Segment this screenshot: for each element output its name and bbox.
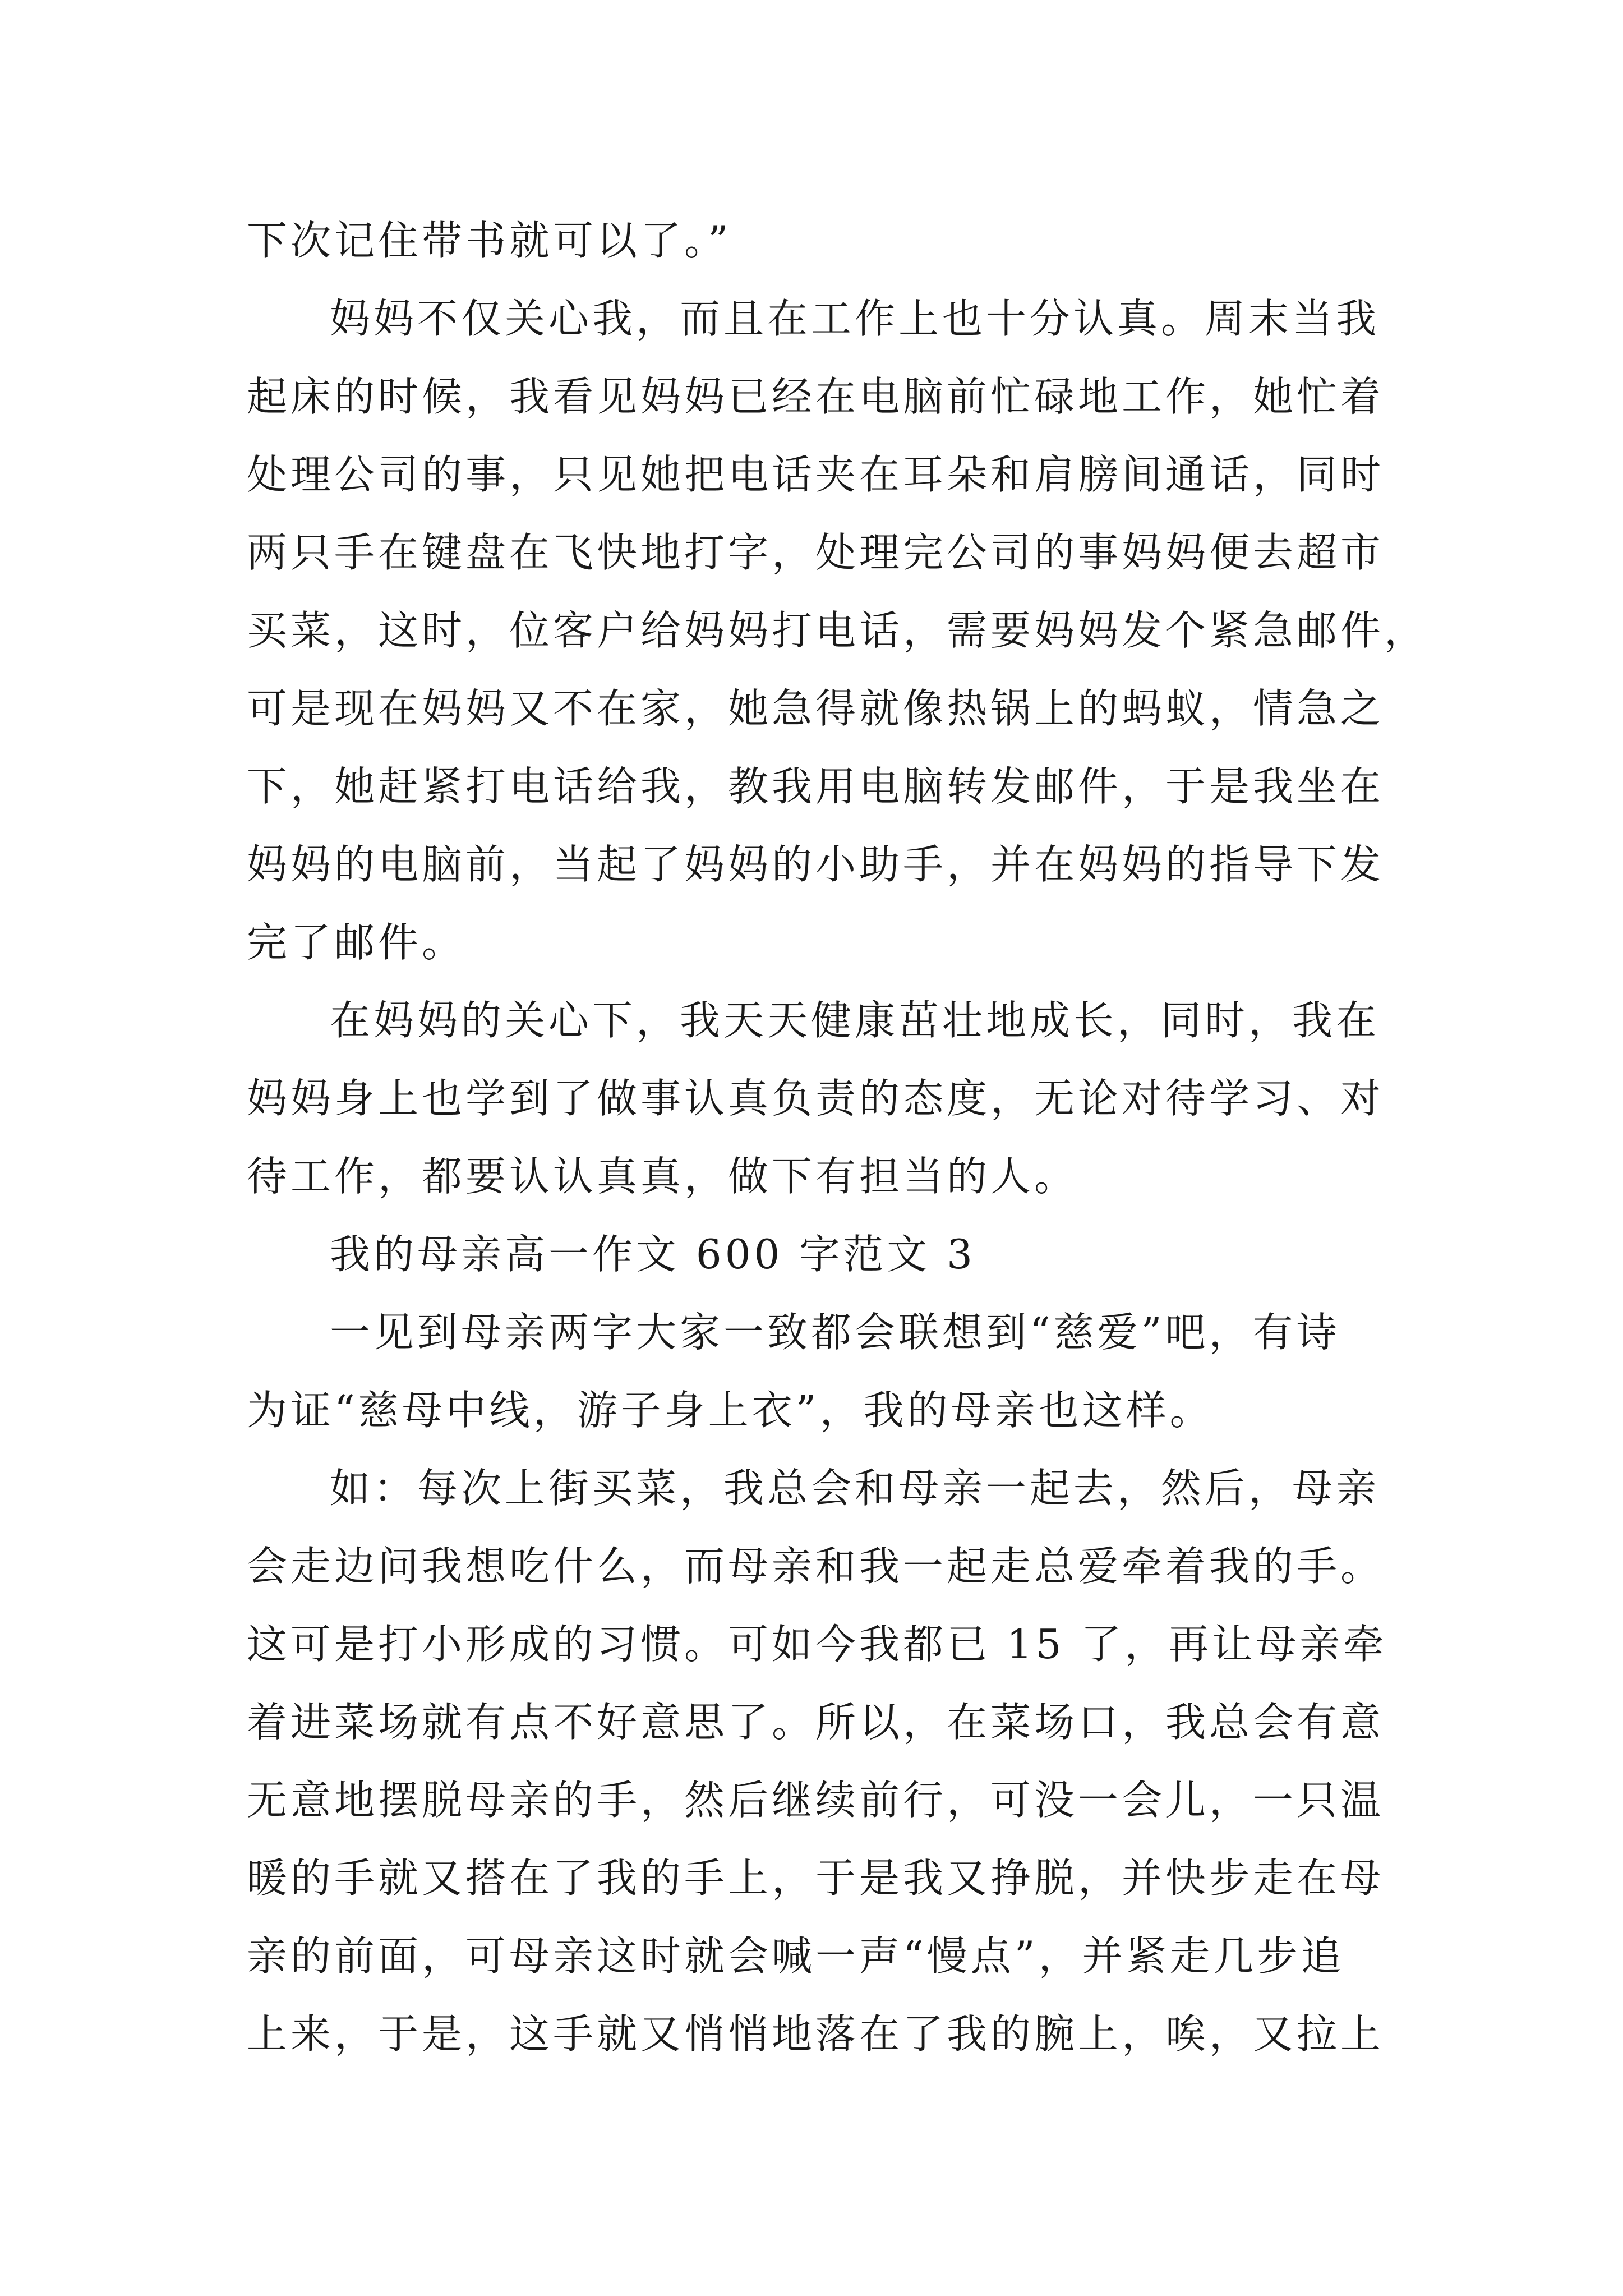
text-line: 妈妈不仅关心我，而且在工作上也十分认真。周末当我 bbox=[330, 295, 1380, 342]
text-line: 上来，于是，这手就又悄悄地落在了我的腕上，唉，又拉上 bbox=[247, 2010, 1385, 2058]
text-line: 会走边问我想吃什么，而母亲和我一起走总爱牵着我的手。 bbox=[247, 1543, 1385, 1590]
text-line: 买菜，这时，位客户给妈妈打电话，需要妈妈发个紧急邮件， bbox=[247, 607, 1428, 654]
section-heading: 我的母亲高一作文 600 字范文 3 bbox=[330, 1231, 976, 1278]
text-line: 为证“慈母中线，游子身上衣”，我的母亲也这样。 bbox=[247, 1387, 1214, 1434]
text-line: 下，她赶紧打电话给我，教我用电脑转发邮件，于是我坐在 bbox=[247, 763, 1385, 810]
text-line: 一见到母亲两字大家一致都会联想到“慈爱”吧，有诗 bbox=[330, 1309, 1340, 1356]
text-line: 如：每次上街买菜，我总会和母亲一起去，然后，母亲 bbox=[330, 1465, 1380, 1512]
text-line: 无意地摆脱母亲的手，然后继续前行，可没一会儿，一只温 bbox=[247, 1777, 1385, 1824]
text-line: 妈妈的电脑前，当起了妈妈的小助手，并在妈妈的指导下发 bbox=[247, 841, 1385, 888]
text-line: 可是现在妈妈又不在家，她急得就像热锅上的蚂蚁，情急之 bbox=[247, 685, 1385, 732]
text-line: 完了邮件。 bbox=[247, 919, 466, 966]
text-line: 两只手在键盘在飞快地打字，处理完公司的事妈妈便去超市 bbox=[247, 529, 1385, 576]
text-line: 妈妈身上也学到了做事认真负责的态度，无论对待学习、对 bbox=[247, 1075, 1385, 1122]
text-line: 这可是打小形成的习惯。可如今我都已 15 了，再让母亲牵 bbox=[247, 1621, 1387, 1668]
text-line: 下次记住带书就可以了。” bbox=[247, 217, 732, 264]
document-body bbox=[247, 202, 1428, 2073]
text-line: 起床的时候，我看见妈妈已经在电脑前忙碌地工作，她忙着 bbox=[247, 373, 1385, 420]
text-line: 待工作，都要认认真真，做下有担当的人。 bbox=[247, 1153, 1078, 1200]
text-line: 亲的前面，可母亲这时就会喊一声“慢点”，并紧走几步追 bbox=[247, 1932, 1345, 1980]
text-line: 暖的手就又搭在了我的手上，于是我又挣脱，并快步走在母 bbox=[247, 1855, 1385, 1902]
text-line: 在妈妈的关心下，我天天健康茁壮地成长，同时，我在 bbox=[330, 997, 1380, 1044]
text-line: 处理公司的事，只见她把电话夹在耳朵和肩膀间通话，同时 bbox=[247, 451, 1385, 498]
text-line: 着进菜场就有点不好意思了。所以，在菜场口，我总会有意 bbox=[247, 1699, 1385, 1746]
